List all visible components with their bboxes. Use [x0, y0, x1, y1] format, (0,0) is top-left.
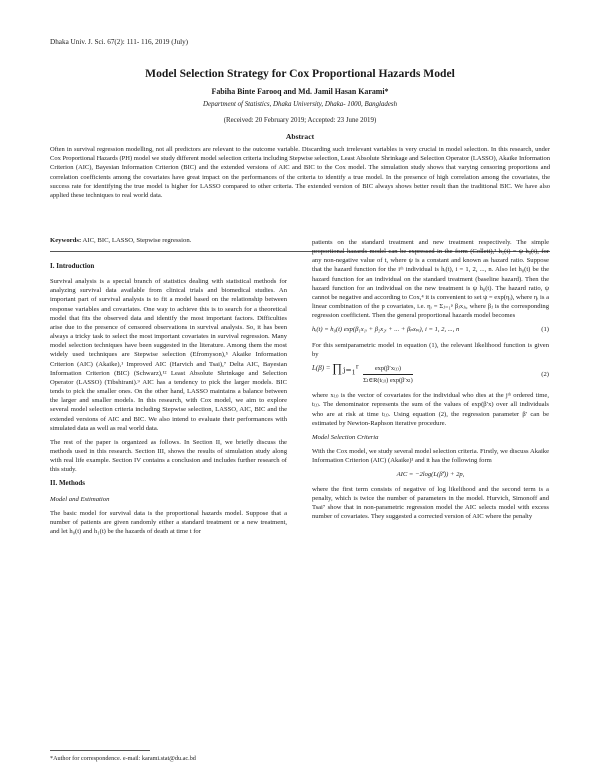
abstract-heading: Abstract	[285, 132, 315, 141]
introduction-paragraph-2: The rest of the paper is organized as follows. In Section II, we briefly discuss the methods used in this research. Section III, shows the results of simulation study along with real life example. Section IV contains a conclusion and includes further research of this study.	[50, 438, 287, 474]
paper-title: Model Selection Strategy for Cox Proportional Hazards Model	[145, 67, 455, 80]
equation-2-fraction	[363, 364, 413, 385]
footnote-correspondence: *Author for correspondence. e-mail: karami.stat@du.ac.bd	[50, 755, 196, 762]
equation-1	[312, 325, 549, 334]
equation-2-lhs: L(β) =	[312, 363, 333, 372]
left-column	[50, 262, 287, 541]
equation-2-number: (2)	[541, 371, 549, 378]
author-affiliation: Department of Statistics, Dhaka University, Dhaka- 1000, Bangladesh	[202, 101, 398, 108]
equation-2	[312, 360, 549, 385]
right-paragraph-4: With the Cox model, we study several model selection criteria. Firstly, we discuss Akaike Information Criterion (AIC) (Akaike)¹ and it has the following form	[312, 448, 549, 465]
right-paragraph-1: patients on the standard treatment and new treatment respectively. The simple proportional hazards model can be expressed in the form (Collett),³ h₁(t) = ψ h₀(t), for any non-negative value of t, where ψ is a constant and known as hazard ratio. Suppose that the hazard function for the iᵗʰ individual is hᵢ(t), i = 1, 2, ..., n. Also let h₀(t) be the hazard function for an individual on the standard treatment (baseline hazard). Then the hazard function for an individual on the new treatment is ψ h₀(t). The hazard ratio, ψ cannot be negative and according to Cox,⁴ it is convenient to set ψ = exp(ηᵢ), where ηᵢ is a linear combination of the p covariates, i.e. ηᵢ = Σⱼ₌₁ᵖ βⱼxⱼᵢ, where βⱼ is the corresponding regression coefficient. Then the general proportional hazards model becomes	[312, 239, 549, 320]
equation-2-denominator: Σₗ∈R(t₍ⱼ₎) exp(β′xₗ)	[363, 377, 413, 385]
equation-2-numerator: exp(β′x₍ⱼ₎)	[374, 364, 401, 372]
model-selection-heading: Model Selection Criteria	[312, 433, 379, 441]
equation-1-body: hᵢ(t) = h₀(t) exp(β₁x₁ᵢ + β₂x₂ᵢ + ... + βₚxₚᵢ), i = 1, 2, ..., n	[312, 326, 460, 334]
footnote-rule	[50, 750, 150, 751]
equation-2-product: ∏ⱼ₌₁ʳ	[332, 360, 359, 375]
methods-heading: II. Methods	[50, 479, 86, 488]
equation-1-number: (1)	[541, 326, 549, 334]
abstract-text: Often in survival regression modelling, not all predictors are relevant to the outcome variable. Discarding such irrelevant variables is very crucial in model selection. In this research, under Cox Proportional Hazards (PH) model we study different model selection criteria including Stepwise selection, Least Absolute Shrinkage and Selection Operator (LASSO), Akaike Information Criterion (AIC), Bayesian Information Criterion (BIC) and the extended versions of AIC and BIC to the Cox model. The simulation study shows that varying censoring proportions and correlation coefficients among the covariates have great impact on the performances of the criteria to identify a true model. In the presence of high correlation among the covariates, the success rate for identifying the true model is higher for LASSO compared to other criteria. The extended version of BIC always shows better result than the traditional BIC. We have also applied these techniques to real world data.	[50, 146, 550, 200]
paper-authors: Fabiha Binte Farooq and Md. Jamil Hasan Karami*	[211, 87, 389, 96]
keywords-label: Keywords:	[50, 237, 82, 244]
model-estimation-heading: Model and Estimation	[50, 495, 110, 503]
right-paragraph-2: For this semiparametric model in equation (1), the relevant likelihood function is given by	[312, 341, 549, 358]
right-paragraph-5: where the first term consists of negative of log likelihood and the second term is a penalty, which is twice the number of parameters in the model. Hurvich, Simonoff and Tsai⁷ show that in non-parametric regression model the AIC selects model with excess number of covariates. They suggested a corrected version of AIC where the penalty	[312, 485, 549, 520]
aic-equation: AIC = −2log(L(β̂′)) + 2p,	[396, 471, 465, 479]
right-column	[312, 238, 549, 526]
journal-citation: Dhaka Univ. J. Sci. 67(2): 111- 116, 2019 (July)	[50, 38, 189, 46]
introduction-paragraph-1: Survival analysis is a special branch of statistics dealing with statistical methods for analyzing survival data available from clinical trials and biomedical studies. An important part of survival analysis is to fit a model based on the relationship between response variables and covariates. One way to achieve this is to search for a theoretical model that fits the observed data and identify the most important factors. Difficulties arise due to the presence of censored observations in survival analysis. So, it has been always a tricky task to select the most important covariates in survival regression. Many model selection techniques have been suggested in the literature. Among them the most widely used techniques are Stepwise selection (Efromyson),⁵ Akaike Information Criterion (AIC) (Akaike),¹ Improved AIC (Harvich and Tsai),⁷ Delta AIC, Bayesian Information Criterion (BIC) (Schwarz),¹² Least Absolute Shrinkage and Selection Operator (LASSO) (Tibshirani).⁹ AIC has a tendency to pick the larger models. BIC tends to pick the smaller ones. On the other hand, LASSO maintains a balance between the larger and smaller models. In this research, with Cox model, we aim to explore several model selection criteria including Stepwise selection, LASSO, AIC, BIC and the extended versions of AIC and BIC. We also intend to evaluate their performances with simulated data as well as real world data.	[50, 278, 287, 432]
keywords-list: AIC, BIC, LASSO, Stepwise regression.	[81, 237, 192, 244]
right-paragraph-3: where x₍ⱼ₎ is the vector of covariates for the individual who dies at the jᵗʰ ordered time, t₍ⱼ₎. The denominator represents the sum of the values of exp(β′x) over all individuals who are at risk at time t₍ⱼ₎. Using equation (2), the regression parameter β′ can be estimated by Newton-Raphson iterative procedure.	[312, 392, 549, 427]
methods-paragraph-1: The basic model for survival data is the proportional hazards model. Suppose that a number of patients are given randomly either a standard treatment or a new treatment, and let h₀(t) and h₁(t) be the hazards of death at time t for	[50, 509, 287, 536]
introduction-heading: I. Introduction	[50, 262, 95, 270]
fraction-bar	[363, 374, 413, 375]
received-accepted-dates: (Received: 20 February 2019; Accepted: 23 June 2019)	[223, 117, 377, 124]
